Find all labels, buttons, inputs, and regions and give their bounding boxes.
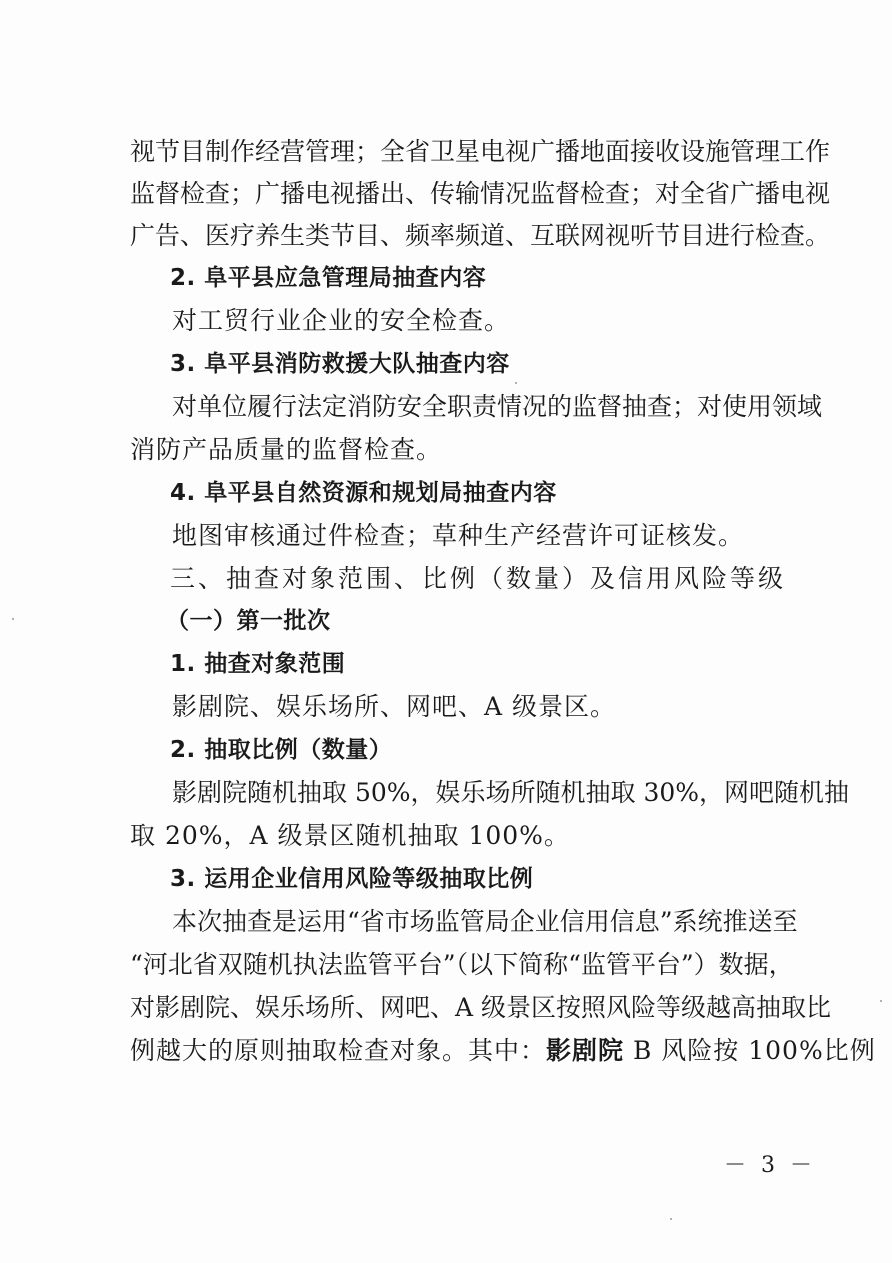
body-line: 消防产品质量的监督检查。: [130, 435, 443, 464]
scan-speck: [12, 618, 14, 620]
body-line: 监督检查；广播电视播出、传输情况监督检查；对全省广播电视: [130, 179, 831, 208]
body-line: 视节目制作经营管理；全省卫星电视广播地面接收设施管理工作: [130, 137, 831, 166]
section-heading: 3. 阜平县消防救援大队抽查内容: [170, 351, 510, 377]
section-heading: 4. 阜平县自然资源和规划局抽查内容: [170, 480, 557, 506]
section-heading: 3. 运用企业信用风险等级抽取比例: [170, 866, 534, 892]
scan-speck: [670, 1218, 672, 1220]
emphasis-text: 影剧院: [546, 1036, 625, 1065]
body-line: 影剧院、娱乐场所、网吧、A 级景区。: [172, 692, 617, 721]
body-line: 对工贸行业企业的安全检查。: [172, 306, 511, 335]
section-heading: 1. 抽查对象范围: [170, 651, 346, 677]
scan-speck: [515, 382, 517, 384]
section-heading: 2. 抽取比例（数量）: [170, 737, 393, 763]
scan-speck: [880, 1000, 882, 1002]
body-text: 例越大的原则抽取检查对象。其中：: [130, 1036, 547, 1065]
batch-heading: （一）第一批次: [166, 608, 331, 634]
body-line: 取 20%，A 级景区随机抽取 100%。: [130, 821, 570, 850]
body-line: “河北省双随机执法监管平台”（以下简称“监管平台”）数据，: [130, 950, 794, 979]
body-line: 影剧院随机抽取 50%，娱乐场所随机抽取 30%，网吧随机抽: [172, 778, 850, 807]
page-number: － 3 －: [724, 1153, 816, 1178]
body-line: 对影剧院、娱乐场所、网吧、A 级景区按照风险等级越高抽取比: [130, 993, 832, 1022]
part-title: 三、抽查对象范围、比例（数量）及信用风险等级: [170, 564, 787, 593]
section-heading: 2. 阜平县应急管理局抽查内容: [170, 265, 487, 291]
body-line: 对单位履行法定消防安全职责情况的监督抽查；对使用领域: [172, 392, 823, 421]
body-line: 本次抽查是运用“省市场监管局企业信用信息”系统推送至: [172, 907, 798, 936]
body-line: 广告、医疗养生类节目、频率频道、互联网视听节目进行检查。: [130, 221, 831, 250]
body-line: 地图审核通过件检查；草种生产经营许可证核发。: [172, 521, 745, 550]
body-line-mixed: [130, 1035, 876, 1067]
body-text: B 风险按 100%比例: [624, 1036, 876, 1065]
